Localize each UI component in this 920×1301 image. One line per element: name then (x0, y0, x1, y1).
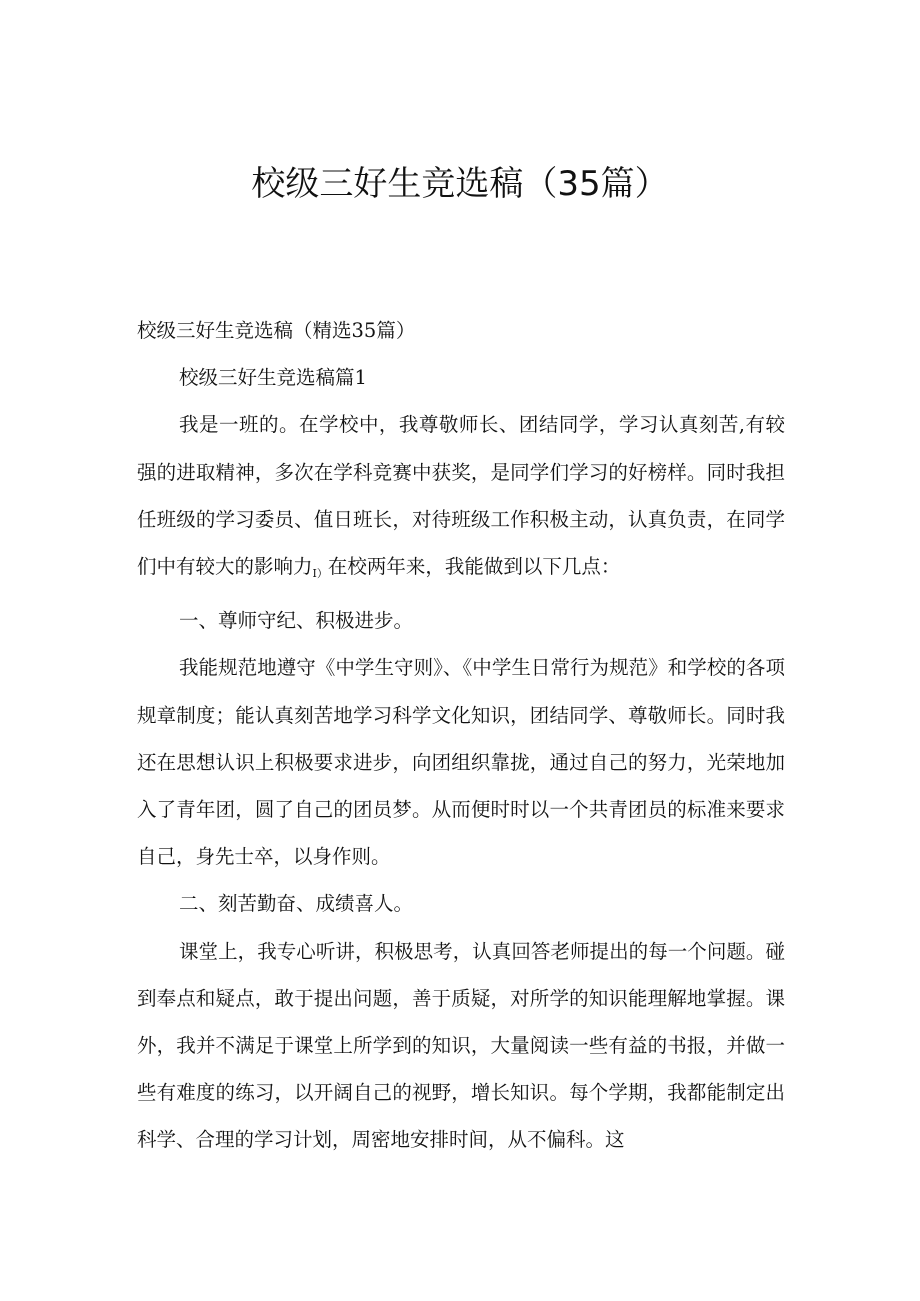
heading-2: 二、刻苦勤奋、成绩喜人。 (179, 892, 414, 916)
paragraph-2: 我能规范地遵守《中学生守则》、《中学生日常行为规范》和学校的各项规章制度；能认真刻苦地学习科学文化知识，团结同学、尊敬师长。同时我还在思想认识上积极要求进步，向团组织靠拢，通过自己的努力，光荣地加入了青年团，圆了自己的团员梦。从而便时时以一个共青团员的标准来要求自己，身先士卒，以身作则。 (137, 656, 785, 869)
heading-1: 一、尊师守纪、积极进步。 (179, 609, 414, 633)
paragraph-3: 课堂上，我专心听讲，积极思考，认真回答老师提出的每一个问题。碰到奉点和疑点，敢于提出问题，善于质疑，对所学的知识能理解地掌握。课外，我并不满足于课堂上所学到的知识，大量阅读一些有益的书报，并做一些有难度的练习，以开阔自己的视野，增长知识。每个学期，我都能制定出科学、合理的学习计划，周密地安排时间，从不偏科。这 (137, 939, 785, 1152)
document-subtitle: 校级三好生竞选稿（精选35篇） (137, 319, 416, 342)
paragraph-1-text-end: 在校两年来，我能做到以下几点： (327, 555, 621, 579)
document-title: 校级三好生竞选稿（35篇） (251, 164, 669, 204)
section-heading: 校级三好生竞选稿篇1 (179, 366, 367, 390)
paragraph-1 (137, 401, 785, 597)
document-body (137, 307, 785, 1164)
paragraph-1-mark: I） (312, 567, 328, 581)
paragraph-1-text: 我是一班的。在学校中，我尊敬师长、团结同学，学习认真刻苦,有较强的进取精神，多次在学科竞赛中获奖，是同学们学习的好榜样。同时我担任班级的学习委员、值日班长，对待班级工作积极主动，认真负责，在同学们中有较大的影响力 (137, 413, 785, 579)
